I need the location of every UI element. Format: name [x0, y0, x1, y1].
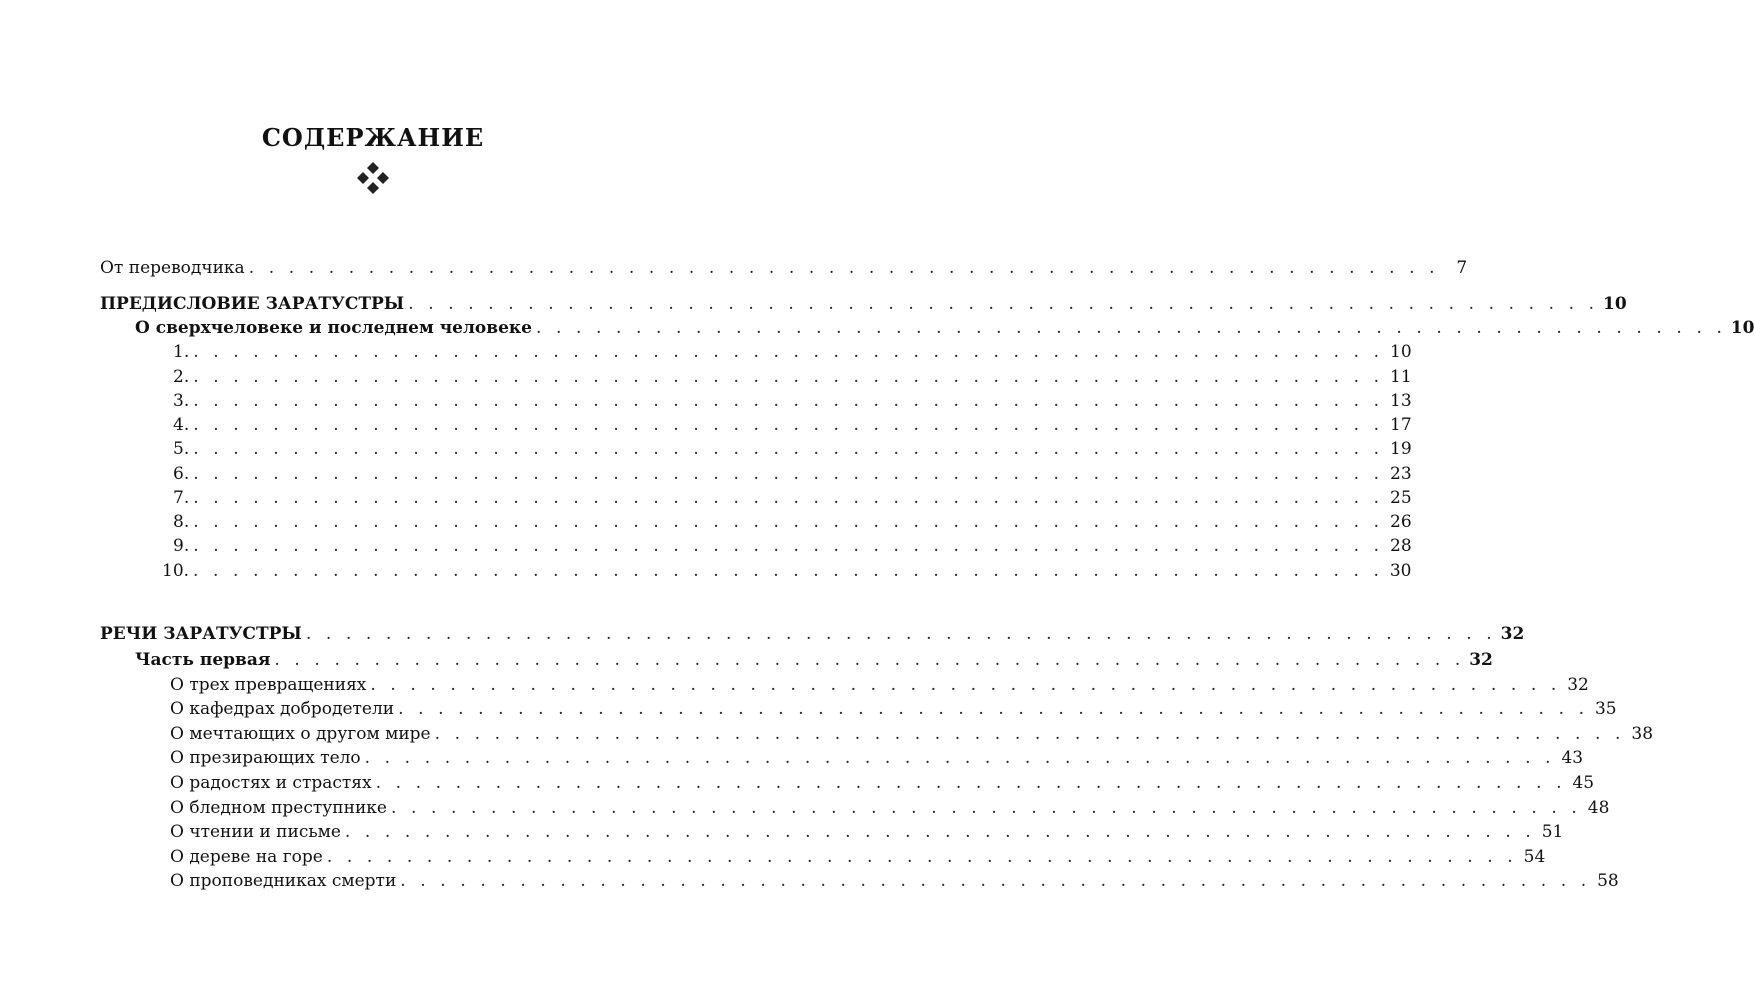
toc-entry-label: О проповедниках смерти: [170, 871, 397, 891]
toc-entry-label: О кафедрах добродетели: [170, 699, 395, 719]
toc-entry-label: О дереве на горе: [170, 847, 323, 867]
toc-entry-reading-and-writing[interactable]: [100, 820, 1564, 844]
toc-entry-section-9[interactable]: [100, 534, 1412, 558]
toc-entry-section-8[interactable]: [100, 510, 1412, 534]
toc-entry-tree-on-mountain[interactable]: [100, 845, 1546, 869]
toc-page-number: 19: [1390, 439, 1412, 459]
toc-entry-label: Часть первая: [135, 650, 271, 670]
toc-page-number: 51: [1541, 822, 1564, 842]
toc-entry-section-7[interactable]: [100, 486, 1412, 510]
dot-leader: . . . . . . . . . . . . . . . . . . . . . . . . . . . . . . . . . . . . . . . . . . . . . . . . . . . . . . . . . . . .: [370, 675, 1561, 695]
dot-leader: . . . . . . . . . . . . . . . . . . . . . . . . . . . . . . . . . . . . . . . . . . . . . . . . . . . . . . . . . . . .: [375, 773, 1567, 793]
toc-entry-label: 2.: [173, 367, 190, 387]
dot-leader: . . . . . . . . . . . . . . . . . . . . . . . . . . . . . . . . . . . . . . . . . . . . . . . . . . . . . . . . . . . .: [193, 464, 1384, 484]
dot-leader: . . . . . . . . . . . . . . . . . . . . . . . . . . . . . . . . . . . . . . . . . . . . . . . . . . . . . . . . . . . .: [248, 258, 1440, 278]
toc-entry-three-metamorphoses[interactable]: [100, 673, 1589, 697]
toc-entry-prologue[interactable]: [100, 292, 1627, 316]
toc-entry-pale-criminal[interactable]: [100, 796, 1610, 820]
dot-leader: . . . . . . . . . . . . . . . . . . . . . . . . . . . . . . . . . . . . . . . . . . . . . . . . . . . . . . . . . . . .: [193, 439, 1384, 459]
toc-entry-section-3[interactable]: [100, 389, 1412, 413]
toc-entry-label: 3.: [173, 391, 190, 411]
toc-entry-label: ПРЕДИСЛОВИЕ ЗАРАТУСТРЫ: [100, 294, 405, 314]
toc-page-number: 7: [1456, 258, 1468, 278]
toc-page-number: 54: [1523, 847, 1546, 867]
toc-entry-speeches[interactable]: [100, 622, 1525, 646]
toc-page-number: 38: [1631, 724, 1654, 744]
dot-leader: . . . . . . . . . . . . . . . . . . . . . . . . . . . . . . . . . . . . . . . . . . . . . . . . . . . . . . . . . . . .: [193, 512, 1384, 532]
toc-entry-despisers-of-body[interactable]: [100, 746, 1584, 770]
toc-entry-chairs-of-virtue[interactable]: [100, 697, 1617, 721]
toc-page-number: 43: [1561, 748, 1584, 768]
toc-page-number: 10: [1730, 318, 1754, 338]
toc-entry-label: 8.: [173, 512, 190, 532]
toc-entry-translator[interactable]: [100, 256, 1468, 280]
toc-page-number: 35: [1594, 699, 1617, 719]
toc-page-number: 32: [1469, 650, 1493, 670]
toc-page-number: 10: [1603, 294, 1627, 314]
toc-entry-label: От переводчика: [100, 258, 245, 278]
toc-entry-label: 4.: [173, 415, 190, 435]
toc-entry-label: 6.: [173, 464, 190, 484]
toc-entry-section-10[interactable]: [100, 559, 1412, 583]
toc-entry-label: О бледном преступнике: [170, 798, 387, 818]
toc-entry-overman[interactable]: [100, 316, 1754, 340]
toc-entry-part-one[interactable]: [100, 648, 1493, 672]
toc-entry-label: О чтении и письме: [170, 822, 341, 842]
dot-leader: . . . . . . . . . . . . . . . . . . . . . . . . . . . . . . . . . . . . . . . . . . . . . . . . . . . . . . . . . . . .: [193, 488, 1384, 508]
dot-leader: . . . . . . . . . . . . . . . . . . . . . . . . . . . . . . . . . . . . . . . . . . . . . . . . . . . . . . . . . . . .: [434, 724, 1626, 744]
toc-entry-preachers-of-death[interactable]: [100, 869, 1619, 893]
toc-entry-label: 10.: [162, 561, 190, 581]
dot-leader: . . . . . . . . . . . . . . . . . . . . . . . . . . . . . . . . . . . . . . . . . . . . . . . . . . . . . . . . . . . .: [536, 318, 1727, 338]
dot-leader: . . . . . . . . . . . . . . . . . . . . . . . . . . . . . . . . . . . . . . . . . . . . . . . . . . . . . . . . . . . .: [193, 391, 1384, 411]
dot-leader: . . . . . . . . . . . . . . . . . . . . . . . . . . . . . . . . . . . . . . . . . . . . . . . . . . . . . . . . . . . .: [193, 536, 1384, 556]
dot-leader: . . . . . . . . . . . . . . . . . . . . . . . . . . . . . . . . . . . . . . . . . . . . . . . . . . . . . . . . . . . .: [193, 367, 1384, 387]
toc-page-number: 32: [1567, 675, 1589, 695]
toc-entry-label: О презирающих тело: [170, 748, 361, 768]
toc-page-number: 45: [1572, 773, 1595, 793]
dot-leader: . . . . . . . . . . . . . . . . . . . . . . . . . . . . . . . . . . . . . . . . . . . . . . . . . . . . . . . . . . . .: [326, 847, 1518, 867]
toc-page-number: 58: [1597, 871, 1619, 891]
toc-page-number: 23: [1390, 464, 1412, 484]
dot-leader: . . . . . . . . . . . . . . . . . . . . . . . . . . . . . . . . . . . . . . . . . . . . . . . . . . . . . . . . . . . .: [398, 699, 1589, 719]
dot-leader: . . . . . . . . . . . . . . . . . . . . . . . . . . . . . . . . . . . . . . . . . . . . . . . . . . . . . . . . . . . .: [390, 798, 1582, 818]
toc-page-number: 13: [1390, 391, 1412, 411]
toc-entry-label: 1.: [173, 342, 190, 362]
dot-leader: . . . . . . . . . . . . . . . . . . . . . . . . . . . . . . . . . . . . . . . . . . . . . . . . . . . . . . . . . . . .: [274, 650, 1465, 670]
toc-page-number: 26: [1390, 512, 1412, 532]
toc-entry-label: 7.: [173, 488, 190, 508]
dot-leader: . . . . . . . . . . . . . . . . . . . . . . . . . . . . . . . . . . . . . . . . . . . . . . . . . . . . . . . . . . . .: [400, 871, 1591, 891]
toc-page-number: 17: [1390, 415, 1412, 435]
toc-entry-joys-and-passions[interactable]: [100, 771, 1595, 795]
toc-page-number: 11: [1390, 367, 1412, 387]
toc-entry-label: О радостях и страстях: [170, 773, 372, 793]
toc-entry-label: О сверхчеловеке и последнем человеке: [135, 318, 532, 338]
toc-entry-section-1[interactable]: [100, 340, 1412, 364]
toc-entry-other-world[interactable]: [100, 722, 1654, 746]
toc-entry-section-5[interactable]: [100, 437, 1412, 461]
dot-leader: . . . . . . . . . . . . . . . . . . . . . . . . . . . . . . . . . . . . . . . . . . . . . . . . . . . . . . . . . . . .: [305, 624, 1497, 644]
toc-entry-section-6[interactable]: [100, 462, 1412, 486]
dot-leader: . . . . . . . . . . . . . . . . . . . . . . . . . . . . . . . . . . . . . . . . . . . . . . . . . . . . . . . . . . . .: [193, 415, 1384, 435]
toc-page-number: 10: [1390, 342, 1412, 362]
page-title: СОДЕРЖАНИЕ: [261, 123, 485, 152]
toc-page-number: 32: [1500, 624, 1525, 644]
toc-page-number: 48: [1587, 798, 1610, 818]
toc-entry-label: О мечтающих о другом мире: [170, 724, 431, 744]
toc-entry-label: РЕЧИ ЗАРАТУСТРЫ: [100, 624, 302, 644]
four-diamond-ornament-icon: [355, 160, 391, 196]
dot-leader: . . . . . . . . . . . . . . . . . . . . . . . . . . . . . . . . . . . . . . . . . . . . . . . . . . . . . . . . . . . .: [364, 748, 1556, 768]
toc-page-number: 28: [1390, 536, 1412, 556]
toc-entry-label: О трех превращениях: [170, 675, 367, 695]
dot-leader: . . . . . . . . . . . . . . . . . . . . . . . . . . . . . . . . . . . . . . . . . . . . . . . . . . . . . . . . . . . .: [193, 561, 1384, 581]
toc-page-number: 25: [1390, 488, 1412, 508]
dot-leader: . . . . . . . . . . . . . . . . . . . . . . . . . . . . . . . . . . . . . . . . . . . . . . . . . . . . . . . . . . . .: [344, 822, 1536, 842]
toc-entry-label: 5.: [173, 439, 190, 459]
toc-entry-section-4[interactable]: [100, 413, 1412, 437]
toc-page-number: 30: [1389, 561, 1412, 581]
dot-leader: . . . . . . . . . . . . . . . . . . . . . . . . . . . . . . . . . . . . . . . . . . . . . . . . . . . . . . . . . . . .: [193, 342, 1384, 362]
dot-leader: . . . . . . . . . . . . . . . . . . . . . . . . . . . . . . . . . . . . . . . . . . . . . . . . . . . . . . . . . . . .: [408, 294, 1599, 314]
toc-entry-label: 9.: [173, 536, 190, 556]
toc-entry-section-2[interactable]: [100, 365, 1412, 389]
